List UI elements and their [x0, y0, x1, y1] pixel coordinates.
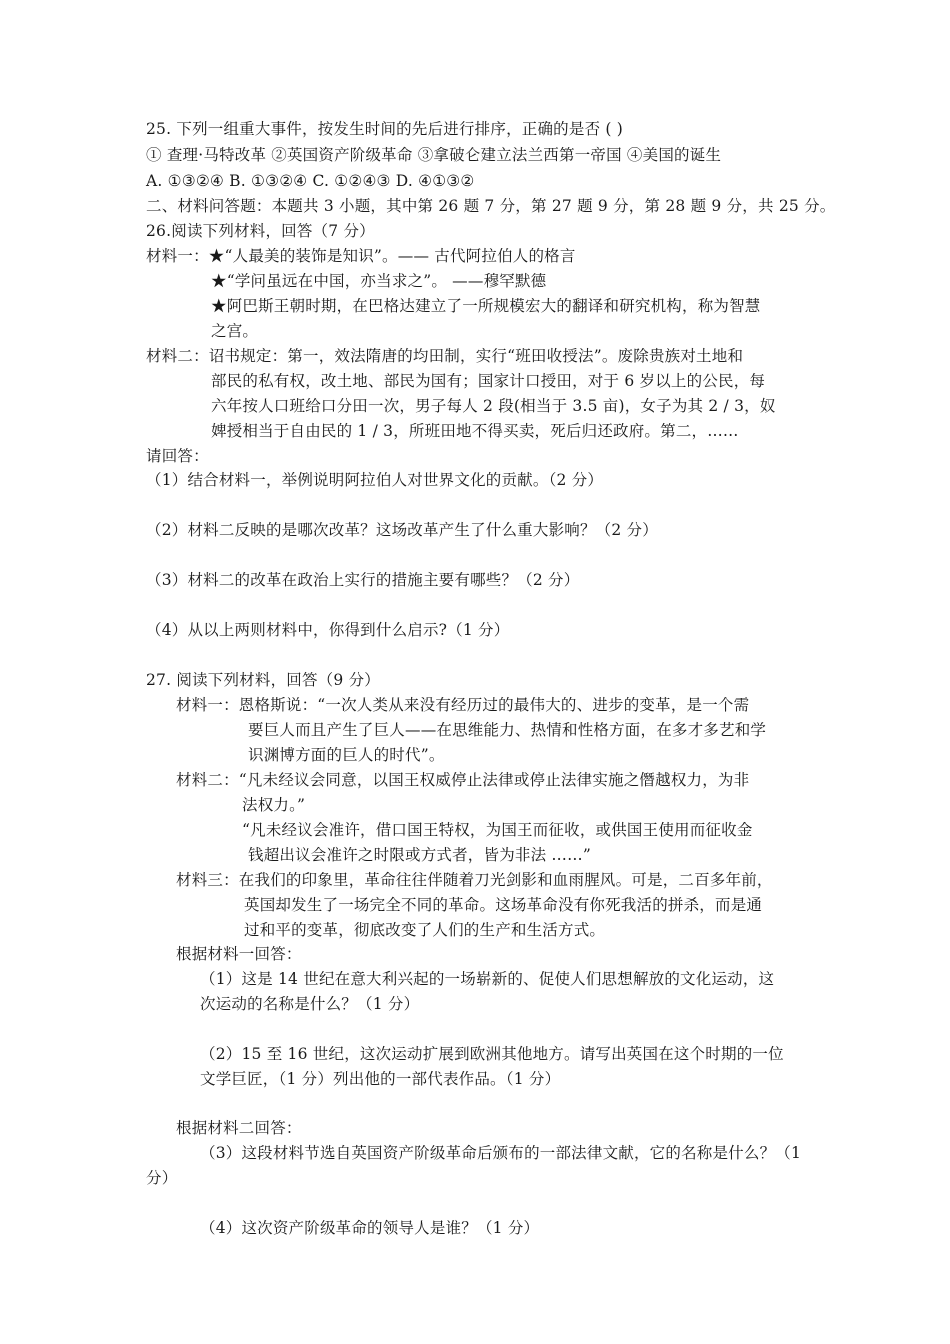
q26-material1-line2: ★“学问虽远在中国，亦当求之”。 ——穆罕默德 [211, 272, 547, 290]
q26-material2-line3: 六年按人口班给口分田一次，男子每人 2 段(相当于 3.5 亩)，女子为其 2 / 3，奴 [211, 397, 776, 415]
q26-sub3: （3）材料二的改革在政治上实行的措施主要有哪些？（2 分） [146, 571, 580, 589]
q26-material1-line1: 材料一：★“人最美的装饰是知识”。—— 古代阿拉伯人的格言 [146, 247, 576, 265]
q26-title: 26.阅读下列材料，回答（7 分） [146, 222, 375, 240]
q27-title: 27. 阅读下列材料，回答（9 分） [146, 671, 380, 689]
q26-material2-line2: 部民的私有权，改土地、部民为国有；国家计口授田，对于 6 岁以上的公民，每 [211, 372, 766, 390]
q27-material2-line4: 钱超出议会准许之时限或方式者，皆为非法 ……” [248, 846, 591, 864]
q27-material1-line1: 材料一：恩格斯说：“一次人类从来没有经历过的最伟大的、进步的变革，是一个需 [176, 696, 750, 714]
q26-sub2: （2）材料二反映的是哪次改革？这场改革产生了什么重大影响？（2 分） [146, 521, 658, 539]
q27-sub1-line1: （1）这是 14 世纪在意大利兴起的一场崭新的、促使人们思想解放的文化运动，这 [200, 970, 775, 988]
q26-material2-line1: 材料二：诏书规定：第一，效法隋唐的均田制，实行“班田收授法”。废除贵族对土地和 [146, 347, 744, 365]
q26-material1-line4: 之宫。 [211, 322, 259, 340]
q27-material1-line3: 识渊博方面的巨人的时代”。 [248, 746, 445, 764]
q26-sub1: （1）结合材料一，举例说明阿拉伯人对世界文化的贡献。（2 分） [146, 471, 604, 489]
q27-material2-line1: 材料二：“凡未经议会同意，以国王权威停止法律或停止法律实施之僭越权力，为非 [176, 771, 750, 789]
section-heading: 二、材料问答题：本题共 3 小题，其中第 26 题 7 分，第 27 题 9 分，第 28 题 9 分，共 25 分。 [146, 197, 836, 215]
q26-sub4: （4）从以上两则材料中，你得到什么启示?（1 分） [146, 621, 510, 639]
q27-sub4: （4）这次资产阶级革命的领导人是谁？（1 分） [200, 1219, 540, 1237]
q27-material2-line3: “凡未经议会准许，借口国王特权，为国王而征收，或供国王使用而征收金 [242, 821, 753, 839]
q25-options: A. ①③②④ B. ①③②④ C. ①②④③ D. ④①③② [146, 172, 475, 190]
q27-material2-line2: 法权力。” [242, 796, 306, 814]
q26-material1-line3: ★阿巴斯王朝时期，在巴格达建立了一所规模宏大的翻译和研究机构，称为智慧 [211, 297, 761, 315]
q27-material3-line1: 材料三：在我们的印象里，革命往往伴随着刀光剑影和血雨腥风。可是，二百多年前， [176, 871, 773, 889]
q27-sub1-line2: 次运动的名称是什么？（1 分） [200, 995, 420, 1013]
q27-sub3-line1: （3）这段材料节选自英国资产阶级革命后颁布的一部法律文献，它的名称是什么？（1 [200, 1144, 802, 1162]
q25-stem: 25. 下列一组重大事件，按发生时间的先后进行排序，正确的是否 ( ) [146, 120, 624, 138]
q26-material2-line4: 婢授相当于自由民的 1 / 3，所班田地不得买卖，死后归还政府。第二，…… [211, 422, 739, 440]
q27-sub3-line2: 分） [146, 1169, 178, 1187]
q25-events: ① 查理·马特改革 ②英国资产阶级革命 ③拿破仑建立法兰西第一帝国 ④美国的诞生 [146, 146, 722, 164]
q27-material1-line2: 要巨人而且产生了巨人——在思维能力、热情和性格方面，在多才多艺和学 [248, 721, 767, 739]
q27-ask1: 根据材料一回答： [176, 945, 302, 963]
q27-material3-line3: 过和平的变革，彻底改变了人们的生产和生活方式。 [244, 921, 606, 939]
q27-sub2-line2: 文学巨匠，（1 分）列出他的一部代表作品。（1 分） [200, 1070, 561, 1088]
q26-ask: 请回答： [146, 447, 209, 465]
q27-material3-line2: 英国却发生了一场完全不同的革命。这场革命没有你死我活的拼杀，而是通 [244, 896, 763, 914]
q27-sub2-line1: （2）15 至 16 世纪，这次运动扩展到欧洲其他地方。请写出英国在这个时期的一位 [200, 1045, 784, 1063]
q27-ask2: 根据材料二回答： [176, 1119, 302, 1137]
